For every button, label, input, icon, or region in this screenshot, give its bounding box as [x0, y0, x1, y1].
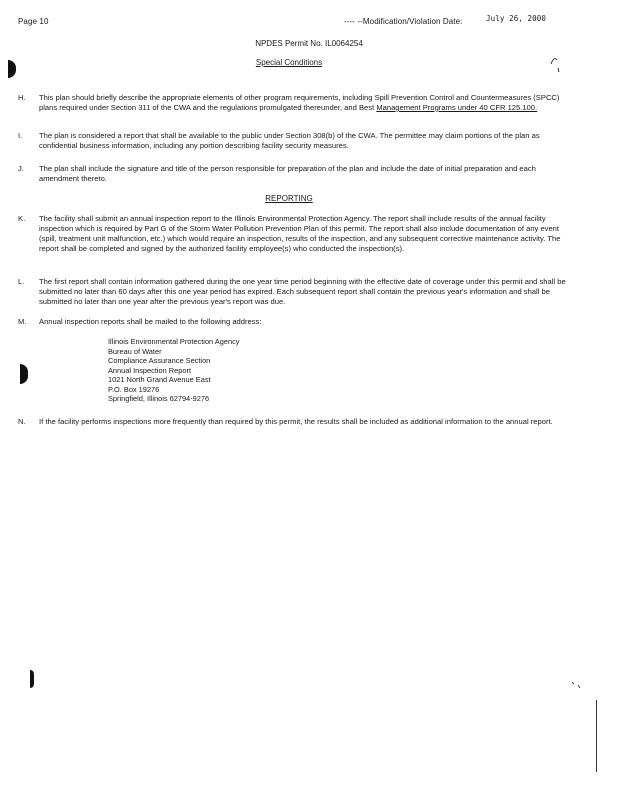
modification-date-label: ---- --Modification/Violation Date: — [344, 17, 463, 26]
mailing-address — [108, 337, 239, 404]
item-text — [39, 93, 566, 113]
condition-item-i — [18, 131, 566, 151]
address-line: 1021 North Grand Avenue East — [108, 375, 211, 384]
reporting-item-m — [18, 317, 566, 327]
address-line: Springfield, Illinois 62794-9276 — [108, 394, 210, 403]
item-letter: J. — [18, 164, 24, 173]
section-title: Special Conditions — [255, 58, 323, 67]
scan-speck-mark — [548, 54, 562, 74]
address-line: Illinois Environmental Protection Agency — [108, 337, 240, 346]
item-text: If the facility performs inspections more frequently than required by this permit, the results shall be included as additional information to the annual report. — [39, 417, 553, 426]
item-letter: L. — [18, 277, 25, 286]
document-date: July 26, 2000 — [486, 14, 546, 23]
punch-hole-mark — [30, 670, 34, 688]
address-line: Compliance Assurance Section — [108, 356, 211, 365]
address-line: Annual Inspection Report — [108, 365, 191, 375]
condition-item-h — [18, 93, 566, 113]
reporting-item-k — [18, 214, 566, 254]
scan-edge-line — [596, 700, 597, 772]
condition-item-j — [18, 164, 566, 184]
item-letter: H. — [18, 93, 26, 102]
permit-title: NPDES Permit No. IL0064254 — [255, 39, 363, 48]
item-text: Annual inspection reports shall be mailed to the following address: — [39, 317, 262, 326]
item-text-main: This plan should briefly describe the appropriate elements of other program requirements, including Spill Prevention Control and Countermeasures (SPCC) plans required under Section 311 of the CWA and the regulations promulgated thereunder, and Best — [39, 93, 560, 112]
punch-hole-mark — [20, 364, 28, 384]
item-text-underlined: Management Programs under 40 CFR 125.100. — [376, 102, 538, 112]
page-number: Page 10 — [18, 17, 49, 26]
item-text: The first report shall contain information gathered during the one year time period beginning with the effective date of coverage under this permit and shall be submitted no later than 60 days after this one year period has expired. Each subsequent report shall contain the previous year's information and shall be submitted no later than one year after the previous year's report was due. — [39, 277, 566, 306]
item-letter: N. — [18, 417, 26, 426]
reporting-item-l — [18, 277, 566, 307]
item-letter: M. — [18, 317, 27, 326]
item-letter: K. — [18, 214, 26, 223]
scan-speck-mark — [570, 676, 584, 690]
address-line: Bureau of Water — [108, 346, 162, 356]
item-text: The plan is considered a report that shall be available to the public under Section 308(b) of the CWA. The permittee may claim portions of the plan as confidential business information, including any portion describing facility security measures. — [39, 131, 540, 150]
reporting-item-n — [18, 417, 566, 427]
item-text: The plan shall include the signature and title of the person responsible for preparation of the plan and include the date of initial preparation and each amendment thereto. — [39, 164, 536, 183]
address-line: P.O. Box 19276 — [108, 384, 160, 394]
reporting-title: REPORTING — [265, 194, 313, 203]
item-text: The facility shall submit an annual inspection report to the Illinois Environmental Protection Agency. The report shall include results of the annual facility inspection which is required by Part G of the Storm Water Pollution Prevention Plan of this permit. The report shall also include documentation of any event (spill, treatment unit malfunction, etc.) which would require an inspection, results of the inspection, and any subsequent corrective maintenance activity. The report shall be completed and signed by the authorized facility employee(s) who conducted the inspection(s). — [39, 214, 561, 253]
item-letter: I. — [18, 131, 23, 140]
